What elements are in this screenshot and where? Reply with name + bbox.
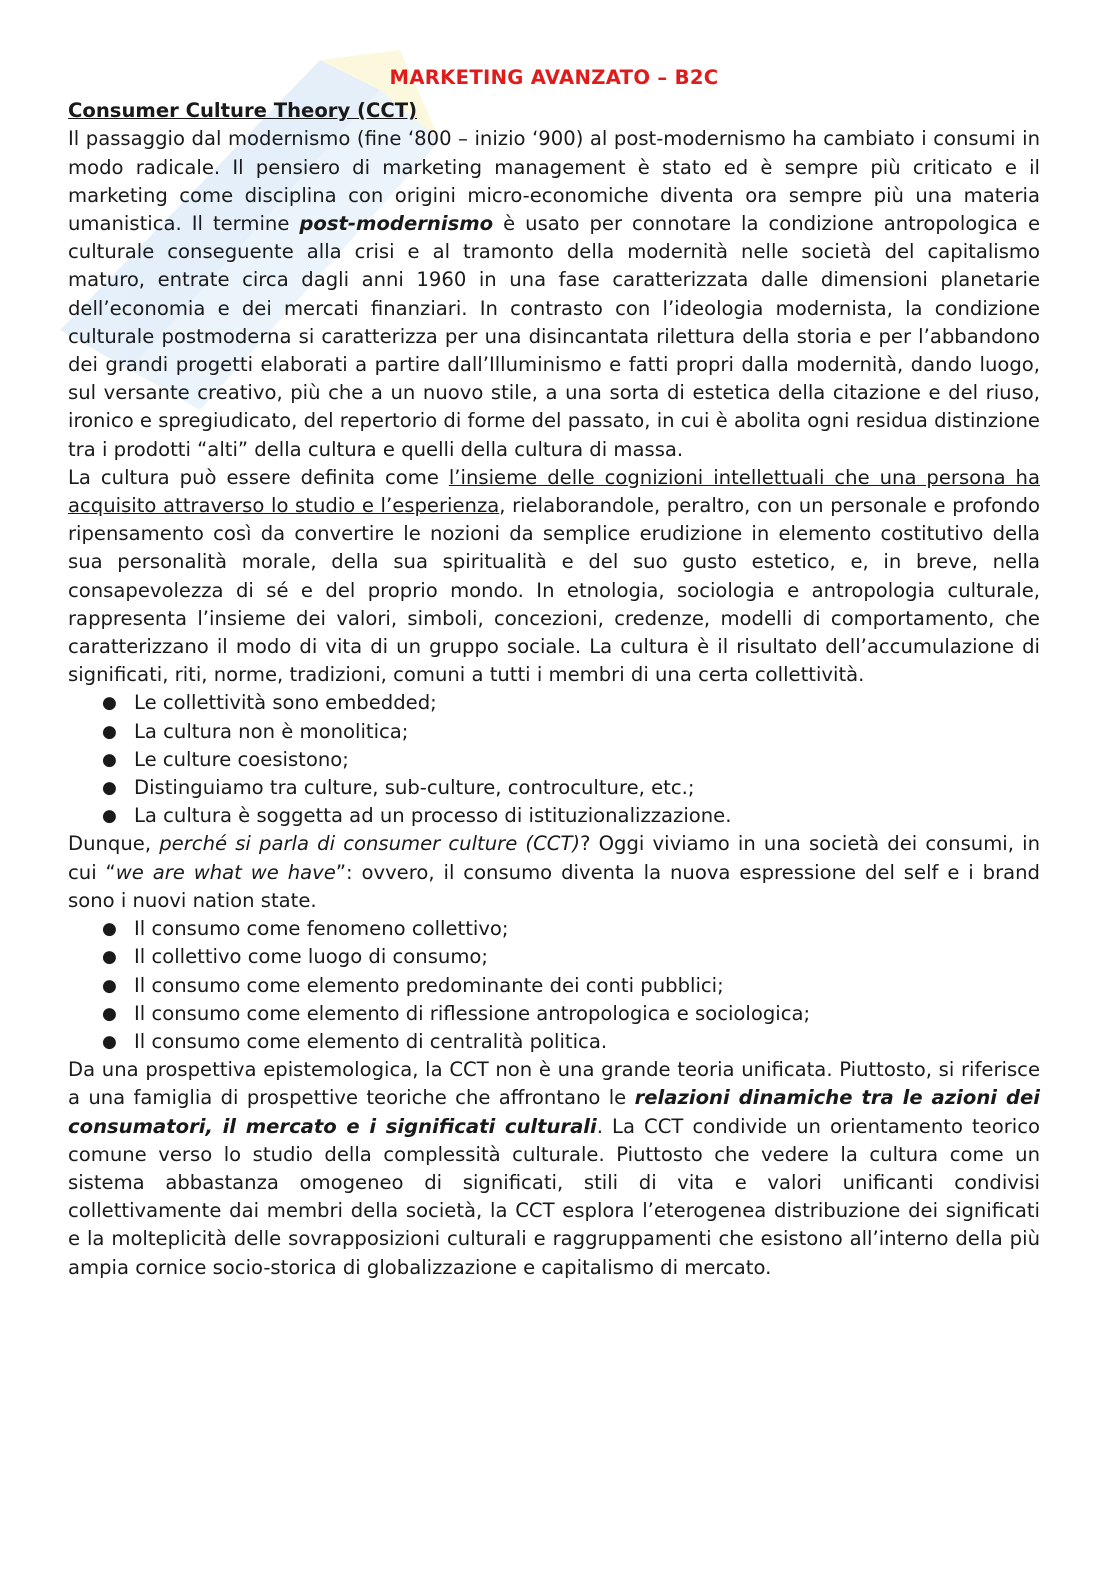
list-item-text: Le collettività sono embedded;: [134, 691, 437, 715]
text-run: Dunque,: [68, 832, 160, 856]
emphasis-question: perché si parla di consumer culture (CCT): [159, 832, 581, 856]
bullet-icon: ●: [102, 1003, 117, 1024]
text-run: ? Oggi viviamo in una società dei consumi, in cui “: [68, 832, 1040, 884]
list-item: [102, 802, 1040, 830]
bullet-icon: ●: [102, 778, 117, 799]
list-item-text: Il collettivo come luogo di consumo;: [134, 945, 488, 969]
section-title: Consumer Culture Theory (CCT): [68, 99, 418, 123]
emphasis-postmodernismo: post-modernismo: [299, 212, 494, 236]
bullet-icon: ●: [102, 806, 117, 827]
consumption-bullet-list: [68, 915, 1040, 1056]
bullet-icon: ●: [102, 1031, 117, 1052]
list-item-text: Il consumo come fenomeno collettivo;: [134, 917, 509, 941]
bullet-icon: ●: [102, 721, 117, 742]
text-run: ”: ovvero, il consumo diventa la nuova espressione del self e i brand sono i nuovi nation state.: [68, 860, 1040, 912]
list-item-text: Il consumo come elemento di riflessione antropologica e sociologica;: [134, 1001, 811, 1025]
underlined-definition: l’insieme delle cognizioni intellettuali che una persona ha acquisito attraverso lo studio e l’esperienza: [68, 465, 1040, 518]
bullet-icon: ●: [102, 749, 117, 770]
text-run: Il passaggio dal modernismo (fine ‘800 – inizio ‘900) al post-modernismo ha cambiato i consumi in modo radicale. Il pensiero di marketing management è stato ed è sempre più criticato e il marketing come disciplina con origini micro-economiche diventa ora sempre più una materia umanistica. Il termine: [68, 127, 1040, 236]
paragraph-postmodernism: [68, 125, 1040, 463]
list-item: [102, 718, 1040, 746]
list-item-text: Il consumo come elemento predominante dei conti pubblici;: [134, 973, 724, 997]
text-run: La cultura può essere definita come: [68, 465, 449, 489]
document-page: [68, 64, 1040, 1282]
list-item-text: Le culture coesistono;: [134, 747, 349, 771]
list-item: [102, 774, 1040, 802]
list-item-text: La cultura non è monolitica;: [134, 719, 409, 743]
paragraph-epistemology: [68, 1056, 1040, 1282]
bullet-icon: ●: [102, 947, 117, 968]
bullet-icon: ●: [102, 693, 117, 714]
text-run: Da una prospettiva epistemologica, la CCT non è una grande teoria unificata. Piuttosto, si riferisce a una famiglia di prospettive teoriche che affrontano le: [68, 1058, 1040, 1110]
list-item: [102, 943, 1040, 971]
paragraph-consumer-culture: [68, 830, 1040, 915]
paragraph-culture-definition: [68, 464, 1040, 690]
bullet-icon: ●: [102, 919, 117, 940]
list-item-text: Il consumo come elemento di centralità politica.: [134, 1029, 608, 1053]
emphasis-relations: relazioni dinamiche tra le azioni dei consumatori, il mercato e i significati culturali: [68, 1086, 1040, 1138]
list-item-text: Distinguiamo tra culture, sub-culture, controculture, etc.;: [134, 776, 695, 800]
text-run: , rielaborandole, peraltro, con un personale e profondo ripensamento così da convertire le nozioni da semplice erudizione in elemento costitutivo della sua personalità morale, della sua spiritualità e del suo gusto estetico, e, in breve, nella consapevolezza di sé e del proprio mondo. In etnologia, sociologia e antropologia culturale, rappresenta l’insieme dei valori, simboli, concezioni, credenze, modelli di comportamento, che caratterizzano il modo di vita di un gruppo sociale. La cultura è il risultato dell’accumulazione di significati, riti, norme, tradizioni, comuni a tutti i membri di una certa collettività.: [68, 494, 1040, 687]
text-run: è usato per connotare la condizione antropologica e culturale conseguente alla crisi e al tramonto della modernità nelle società del capitalismo maturo, entrate circa dagli anni 1960 in una fase caratterizzata dalle dimensioni planetarie dell’economia e dei mercati finanziari. In contrasto con l’ideologia modernista, la condizione culturale postmoderna si caratterizza per una disincantata rilettura della storia e per l’abbandono dei grandi progetti elaborati a partire dall’Illuminismo e fatti propri dalla modernità, dando luogo, sul versante creativo, più che a un nuovo stile, a una sorta di estetica della citazione e del riuso, ironico e spregiudicato, del repertorio di forme del passato, in cui è abolita ogni residua distinzione tra i prodotti “alti” della cultura e quelli della cultura di massa.: [68, 212, 1040, 461]
document-title: MARKETING AVANZATO – B2C: [389, 66, 719, 89]
list-item-text: La cultura è soggetta ad un processo di istituzionalizzazione.: [134, 804, 732, 828]
list-item: [102, 746, 1040, 774]
list-item: [102, 1000, 1040, 1028]
list-item: [102, 1028, 1040, 1056]
culture-bullet-list: [68, 689, 1040, 830]
emphasis-quote: we are what we have: [115, 860, 336, 884]
list-item: [102, 689, 1040, 717]
list-item: [102, 915, 1040, 943]
text-run: . La CCT condivide un orientamento teorico comune verso lo studio della complessità culturale. Piuttosto che vedere la cultura come un sistema abbastanza omogeneo di significati, stili di vita e valori unificanti condivisi collettivamente dai membri della società, la CCT esplora l’eterogenea distribuzione dei significati e la molteplicità delle sovrapposizioni culturali e raggruppamenti che esistono all’interno della più ampia cornice socio-storica di globalizzazione e capitalismo di mercato.: [68, 1114, 1040, 1279]
bullet-icon: ●: [102, 975, 117, 996]
list-item: [102, 972, 1040, 1000]
